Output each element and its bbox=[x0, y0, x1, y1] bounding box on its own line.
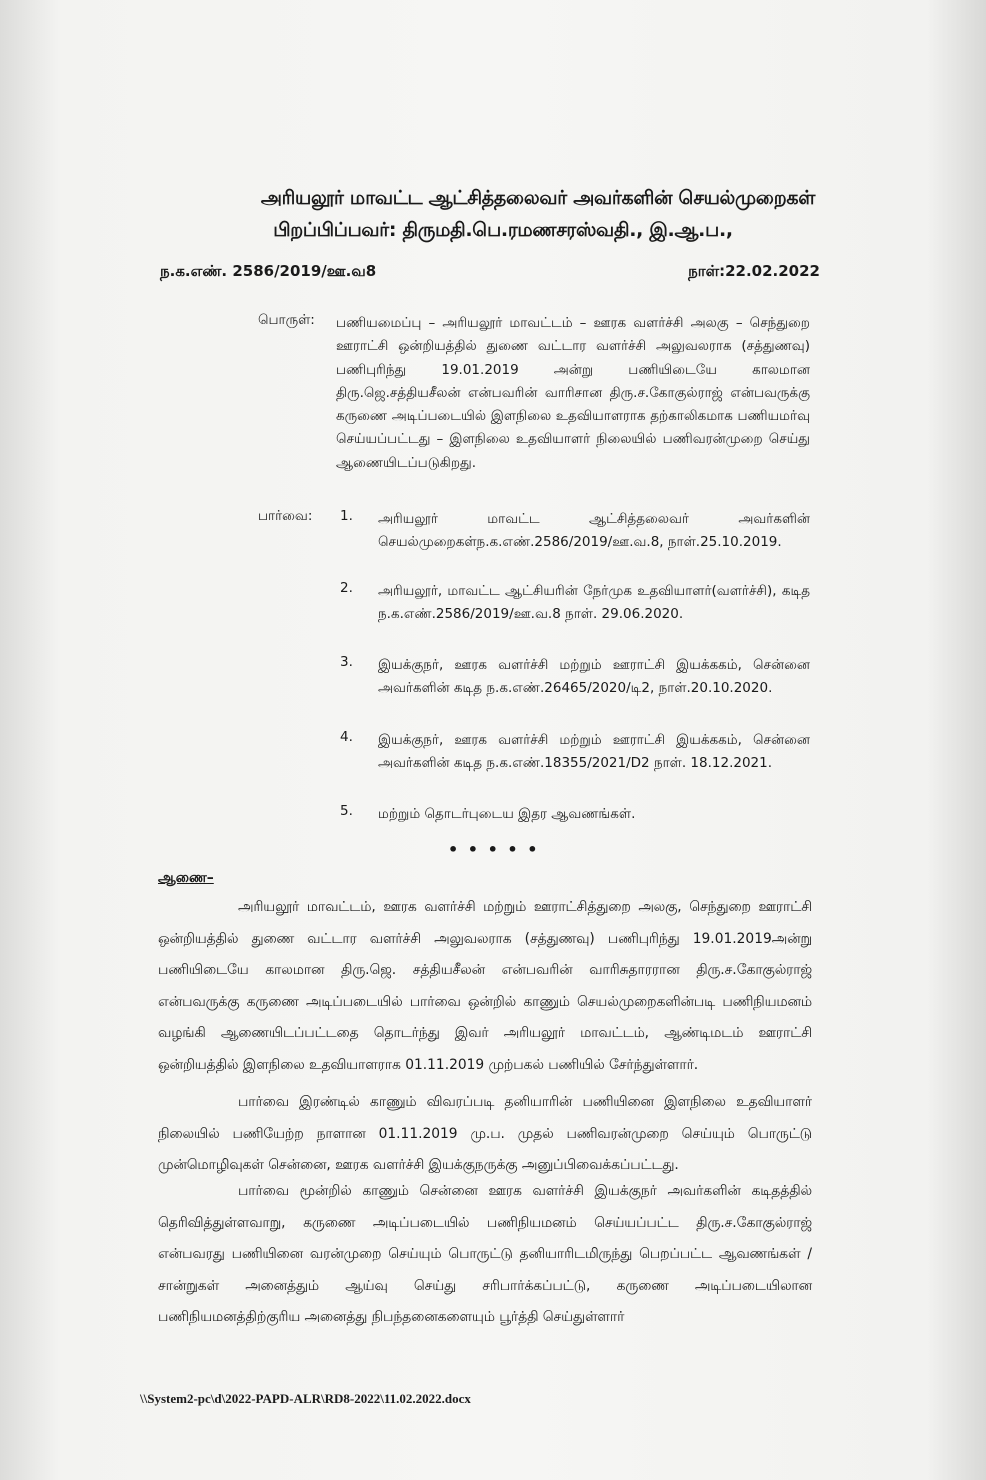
reference-item-number: 1. bbox=[340, 508, 353, 524]
document-title: அரியலூர் மாவட்ட ஆட்சித்தலைவர் அவர்களின் செயல்முறைகள் bbox=[260, 187, 816, 209]
reference-item-text: அரியலூர் மாவட்ட ஆட்சித்தலைவர் அவர்களின் செயல்முறைகள்ந.க.எண்.2586/2019/ஊ.வ.8, நாள்.25.10.2019. bbox=[378, 511, 810, 550]
reference-number: ந.க.எண். 2586/2019/ஊ.வ8 bbox=[160, 262, 377, 280]
reference-item-text: இயக்குநர், ஊரக வளர்ச்சி மற்றும் ஊராட்சி இயக்ககம், சென்னை அவர்களின் கடித ந.க.எண்.18355/2021/D2 நாள். 18.12.2021. bbox=[378, 732, 810, 771]
reference-date: நாள்:22.02.2022 bbox=[688, 262, 820, 280]
order-paragraph: அரியலூர் மாவட்டம், ஊரக வளர்ச்சி மற்றும் ஊராட்சித்துறை அலகு, செந்துறை ஊராட்சி ஒன்றியத்தில் துணை வட்டார வளர்ச்சி அலுவலராக (சத்துணவு) பணிபுரிந்து 19.01.2019அன்று பணியிடையே காலமான திரு.ஜெ. சத்தியசீலன் என்பவரின் வாரிசுதாரரான திரு.ச.கோகுல்ராஜ் என்பவருக்கு கருணை அடிப்படையில் பார்வை ஒன்றில் காணும் செயல்முறைகளின்படி பணிநியமனம் வழங்கி ஆணையிடப்பட்டதை தொடர்ந்து இவர் அரியலூர் மாவட்டம், ஆண்டிமடம் ஊராட்சி ஒன்றியத்தில் இளநிலை உதவியாளராக 01.11.2019 முற்பகல் பணியில் சேர்ந்துள்ளார். bbox=[158, 899, 812, 1073]
section-separator: • • • • • bbox=[448, 840, 540, 859]
order-heading: ஆணை– bbox=[158, 870, 214, 886]
file-path-footer: \\System2-pc\d\2022-PAPD-ALR\RD8-2022\11.02.2022.docx bbox=[140, 1391, 471, 1406]
reference-item-text: அரியலூர், மாவட்ட ஆட்சியரின் நேர்முக உதவியாளர்(வளர்ச்சி), கடித ந.க.எண்.2586/2019/ஊ.வ.8 நாள். 29.06.2020. bbox=[378, 583, 810, 622]
subject-text: பணியமைப்பு – அரியலூர் மாவட்டம் – ஊரக வளர்ச்சி அலகு – செந்துறை ஊராட்சி ஒன்றியத்தில் துணை வட்டார வளர்ச்சி அலுவலராக (சத்துணவு) பணிபுரிந்து 19.01.2019 அன்று பணியிடையே காலமான திரு.ஜெ.சத்தியசீலன் என்பவரின் வாரிசான திரு.ச.கோகுல்ராஜ் என்பவருக்கு கருணை அடிப்படையில் இளநிலை உதவியாளராக தற்காலிகமாக பணியமர்வு செய்யப்பட்டது – இளநிலை உதவியாளர் நிலையில் பணிவரன்முறை செய்து ஆணையிடப்படுகிறது. bbox=[336, 315, 810, 471]
reference-item-number: 4. bbox=[340, 729, 353, 745]
order-paragraph: பார்வை இரண்டில் காணும் விவரப்படி தனியாரின் பணியினை இளநிலை உதவியாளர் நிலையில் பணியேற்ற நாளான 01.11.2019 மு.ப. முதல் பணிவரன்முறை செய்யும் பொருட்டு முன்மொழிவுகள் சென்னை, ஊரக வளர்ச்சி இயக்குநருக்கு அனுப்பிவைக்கப்பட்டது. bbox=[158, 1094, 812, 1173]
issuer-line: பிறப்பிப்பவர்: திருமதி.பெ.ரமணசரஸ்வதி., இ.ஆ.ப., bbox=[273, 219, 733, 241]
order-paragraph: பார்வை மூன்றில் காணும் சென்னை ஊரக வளர்ச்சி இயக்குநர் அவர்களின் கடிதத்தில் தெரிவித்துள்ளவாறு, கருணை அடிப்படையில் பணிநியமனம் செய்யப்பட்ட திரு.ச.கோகுல்ராஜ் என்பவரது பணியினை வரன்முறை செய்யும் பொருட்டு தனியாரிடமிருந்து பெறப்பட்ட ஆவணங்கள் / சான்றுகள் அனைத்தும் ஆய்வு செய்து சரிபார்க்கப்பட்டு, கருணை அடிப்படையிலான பணிநியமனத்திற்குரிய அனைத்து நிபந்தனைகளையும் பூர்த்தி செய்துள்ளார் bbox=[158, 1183, 812, 1325]
reference-item-text: இயக்குநர், ஊரக வளர்ச்சி மற்றும் ஊராட்சி இயக்ககம், சென்னை அவர்களின் கடித ந.க.எண்.26465/2020/டி2, நாள்.20.10.2020. bbox=[378, 657, 810, 696]
subject-label: பொருள்: bbox=[258, 312, 315, 328]
references-label: பார்வை: bbox=[258, 508, 313, 524]
reference-item-text: மற்றும் தொடர்புடைய இதர ஆவணங்கள். bbox=[378, 806, 636, 822]
reference-item-number: 2. bbox=[340, 580, 353, 596]
reference-item-number: 3. bbox=[340, 654, 353, 670]
reference-item-number: 5. bbox=[340, 803, 353, 819]
